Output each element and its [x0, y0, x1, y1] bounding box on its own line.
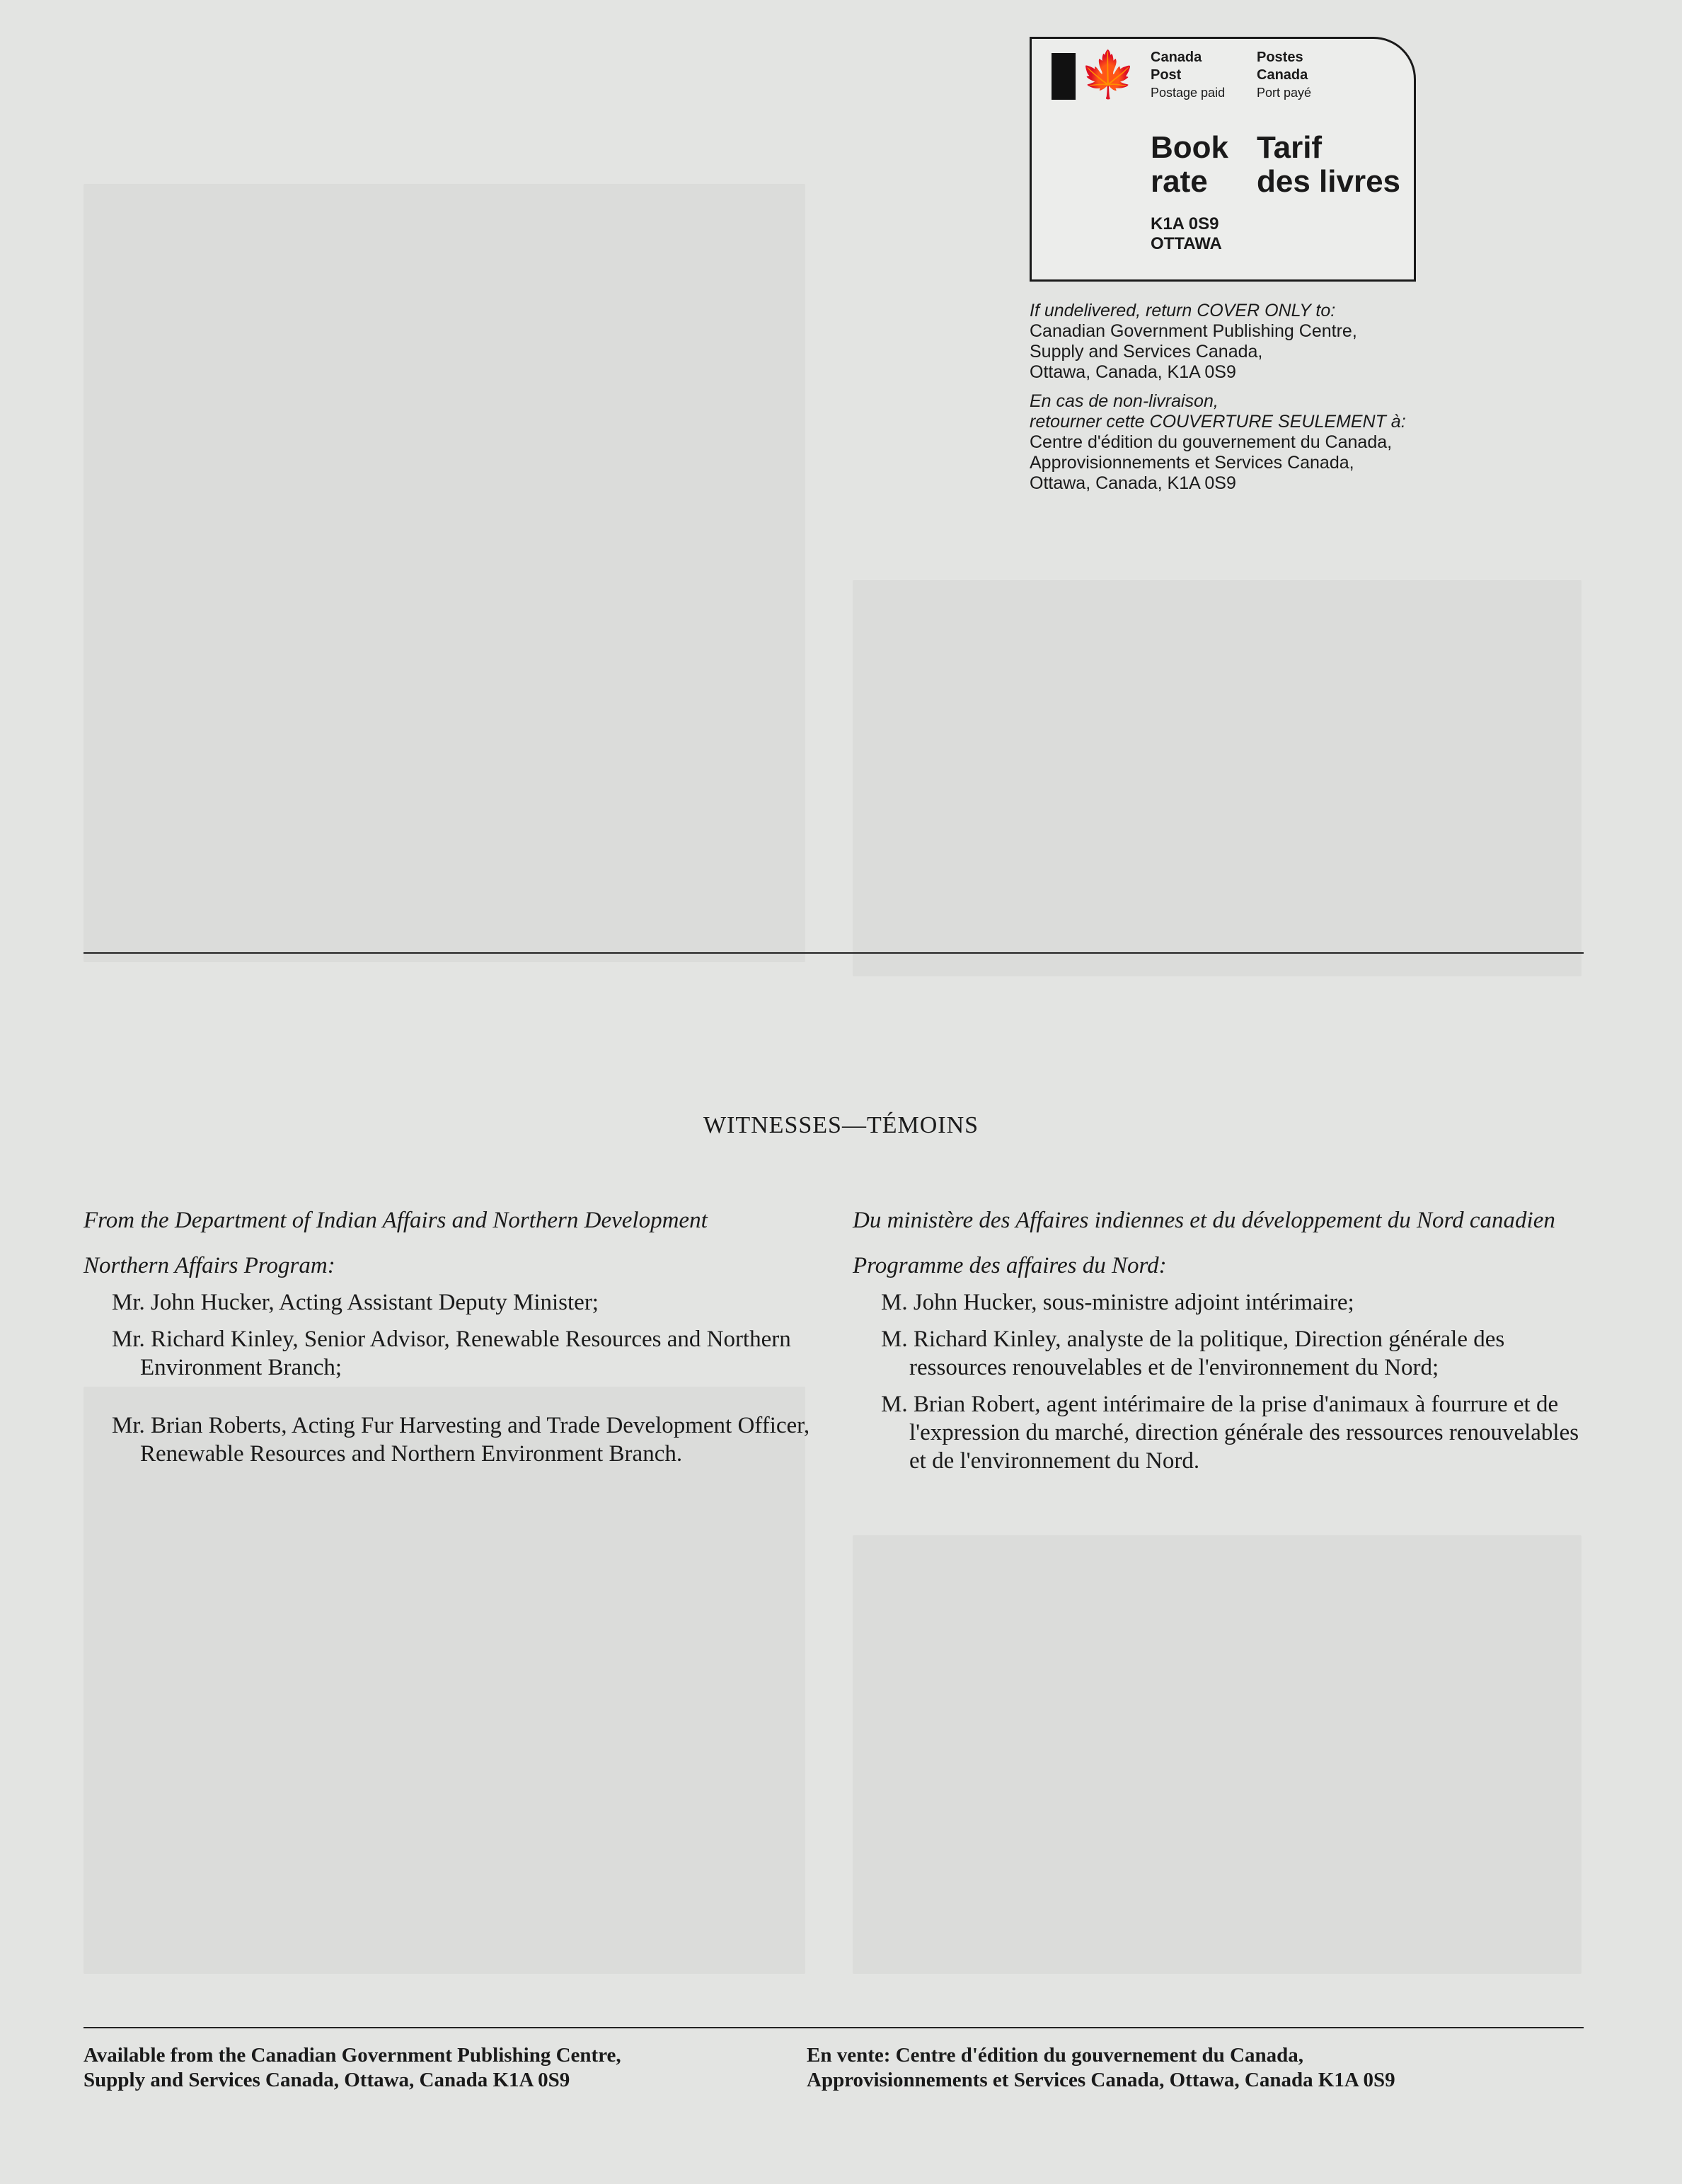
return-line: Canadian Government Publishing Centre, [1030, 321, 1357, 341]
program-heading: Northern Affairs Program: [83, 1253, 335, 1278]
witnesses-french [853, 1206, 1582, 1475]
return-line: Centre d'édition du gouvernement du Canada, [1030, 432, 1393, 452]
book-rate-label: Book rate [1151, 130, 1228, 199]
return-intro-en: If undelivered, return COVER ONLY to: [1030, 301, 1336, 320]
show-through-lower-right [853, 1535, 1582, 1974]
witness-item: Mr. Richard Kinley, Senior Advisor, Renewable Resources and Northern Environment Branch; [112, 1327, 791, 1380]
witness-item: Mr. John Hucker, Acting Assistant Deputy Minister; [112, 1290, 599, 1315]
witnesses-title: WITNESSES—TÉMOINS [703, 1112, 979, 1138]
footer-french: En vente: Centre d'édition du gouvernement du Canada, Approvisionnements et Services Canada, Ottawa, Canada K1A 0S9 [807, 2044, 1395, 2091]
postage-indicia-box [1030, 37, 1416, 282]
witnesses-english [83, 1206, 826, 1468]
show-through-right [853, 580, 1582, 976]
footer-divider [83, 2027, 1584, 2028]
return-line: Supply and Services Canada, [1030, 342, 1263, 362]
footer-english: Available from the Canadian Government Publishing Centre, Supply and Services Canada, Ottawa, Canada K1A 0S9 [83, 2044, 621, 2091]
return-intro-fr: En cas de non-livraison, [1030, 391, 1219, 411]
witness-item: M. John Hucker, sous-ministre adjoint intérimaire; [881, 1290, 1354, 1315]
program-heading: Programme des affaires du Nord: [853, 1253, 1167, 1278]
return-address [1030, 301, 1525, 494]
show-through-lower-left [83, 1387, 805, 1974]
canada-post-en: Canada Post Postage paid [1151, 50, 1226, 100]
postal-code: K1A 0S9 OTTAWA [1151, 214, 1222, 253]
return-line: Ottawa, Canada, K1A 0S9 [1030, 473, 1236, 493]
flag-bar-icon [1052, 53, 1076, 100]
witness-item: M. Brian Robert, agent intérimaire de la prise d'animaux à fourrure et de l'expression du marché, direction générale des ressources renouvelables et de l'environnement du Nord. [881, 1392, 1579, 1474]
witness-item: M. Richard Kinley, analyste de la politique, Direction générale des ressources renouvelables et de l'environnement du Nord; [881, 1327, 1505, 1380]
return-line: Ottawa, Canada, K1A 0S9 [1030, 362, 1236, 382]
maple-leaf-icon: 🍁 [1080, 49, 1136, 101]
return-intro-fr: retourner cette COUVERTURE SEULEMENT à: [1030, 412, 1406, 432]
section-divider [83, 952, 1584, 954]
canada-post-fr: Postes Canada Port payé [1257, 50, 1312, 100]
witness-item: Mr. Brian Roberts, Acting Fur Harvesting and Trade Development Officer, Renewable Resources and Northern Environment Branch. [112, 1413, 810, 1467]
department-heading: Du ministère des Affaires indiennes et du développement du Nord canadien [853, 1208, 1555, 1233]
show-through-left [83, 184, 805, 962]
department-heading: From the Department of Indian Affairs and Northern Development [83, 1208, 708, 1233]
tarif-des-livres-label: Tarif des livres [1257, 130, 1401, 199]
return-line: Approvisionnements et Services Canada, [1030, 453, 1354, 473]
